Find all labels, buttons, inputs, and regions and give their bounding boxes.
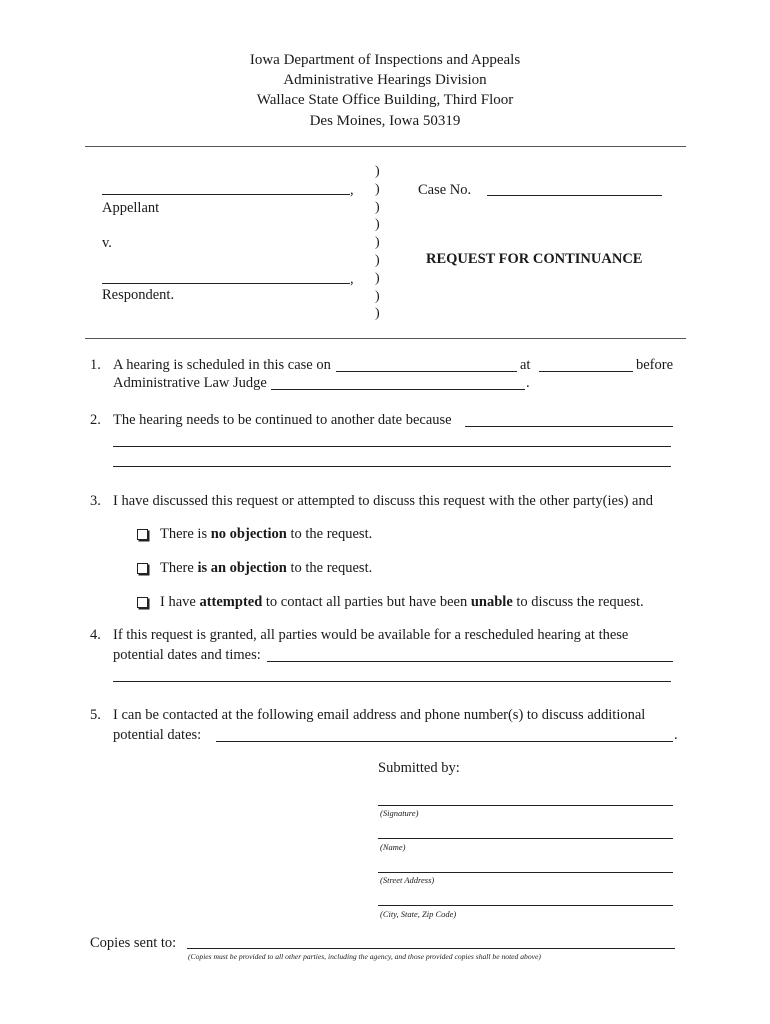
building-address: Wallace State Office Building, Third Floor [256, 92, 514, 108]
objection-option: There is an objection to the request. [160, 560, 373, 576]
contact-info-line[interactable] [216, 741, 673, 742]
city-state-zip-line[interactable] [378, 905, 673, 906]
city-state-zip-caption: (City, State, Zip Code) [380, 909, 457, 919]
versus-label: v. [102, 235, 112, 251]
item-4-number: 4. [90, 627, 101, 643]
paren: ) [375, 199, 380, 215]
caption-parentheses [375, 163, 387, 323]
item-2-number: 2. [90, 412, 101, 428]
paren: ) [375, 252, 380, 268]
item-1-text: A hearing is scheduled in this case on [113, 357, 331, 373]
case-no-line[interactable] [487, 195, 662, 196]
item-1-period: . [526, 375, 530, 391]
unable-to-discuss-checkbox[interactable] [137, 597, 148, 608]
case-no-label: Case No. [418, 182, 472, 198]
form-title: REQUEST FOR CONTINUANCE [426, 251, 643, 267]
paren: ) [375, 270, 380, 286]
item-1-at: at [520, 357, 531, 373]
paren: ) [375, 217, 380, 233]
hearing-date-line[interactable] [336, 371, 517, 372]
division-name: Administrative Hearings Division [283, 72, 487, 88]
hearing-time-line[interactable] [539, 371, 633, 372]
paren: ) [375, 235, 380, 251]
item-5-period: . [674, 727, 678, 743]
appellant-comma: , [350, 182, 354, 198]
respondent-comma: , [350, 271, 354, 287]
submitted-by-label: Submitted by: [378, 760, 460, 776]
copies-sent-label: Copies sent to: [90, 935, 177, 951]
reason-line-3[interactable] [113, 466, 671, 467]
respondent-label: Respondent. [102, 287, 175, 303]
paren: ) [375, 288, 380, 304]
reason-line-2[interactable] [113, 446, 671, 447]
item-4-text: If this request is granted, all parties would be available for a rescheduled hearing at these [113, 627, 629, 643]
item-1-before: before [636, 357, 674, 373]
paren: ) [375, 306, 380, 322]
city-address: Des Moines, Iowa 50319 [309, 113, 461, 129]
available-dates-line-2[interactable] [113, 681, 671, 682]
copies-note: (Copies must be provided to all other parties, including the agency, and those provided copies shall be noted above) [188, 952, 541, 961]
item-5-dates-label: potential dates: [113, 727, 202, 743]
item-2-text: The hearing needs to be continued to another date because [113, 412, 452, 428]
name-line[interactable] [378, 838, 673, 839]
paren: ) [375, 164, 380, 179]
top-divider [85, 146, 686, 147]
objection-checkbox[interactable] [137, 563, 148, 574]
agency-name: Iowa Department of Inspections and Appeals [249, 52, 521, 68]
signature-caption: (Signature) [380, 808, 419, 818]
item-3-text: I have discussed this request or attempted to discuss this request with the other party(ies) and [113, 493, 653, 509]
item-1-judge-label: Administrative Law Judge [113, 375, 267, 391]
appellant-name-line[interactable] [102, 194, 350, 195]
judge-name-line[interactable] [271, 389, 525, 390]
respondent-name-line[interactable] [102, 283, 350, 284]
reason-line-1[interactable] [465, 426, 673, 427]
available-dates-line-1[interactable] [267, 661, 673, 662]
paren: ) [375, 181, 380, 197]
appellant-label: Appellant [102, 200, 160, 216]
signature-line[interactable] [378, 805, 673, 806]
item-3-number: 3. [90, 493, 101, 509]
unable-to-discuss-option: I have attempted to contact all parties but have been unable to discuss the request. [160, 594, 644, 610]
item-1-number: 1. [90, 357, 101, 373]
copies-sent-line[interactable] [187, 948, 675, 949]
item-4-dates-label: potential dates and times: [113, 647, 261, 663]
caption-divider [85, 338, 686, 339]
item-5-number: 5. [90, 707, 101, 723]
item-5-text: I can be contacted at the following email address and phone number(s) to discuss additional [113, 707, 646, 723]
street-address-line[interactable] [378, 872, 673, 873]
no-objection-option: There is no objection to the request. [160, 526, 373, 542]
street-address-caption: (Street Address) [380, 875, 435, 885]
name-caption: (Name) [380, 842, 406, 852]
no-objection-checkbox[interactable] [137, 529, 148, 540]
